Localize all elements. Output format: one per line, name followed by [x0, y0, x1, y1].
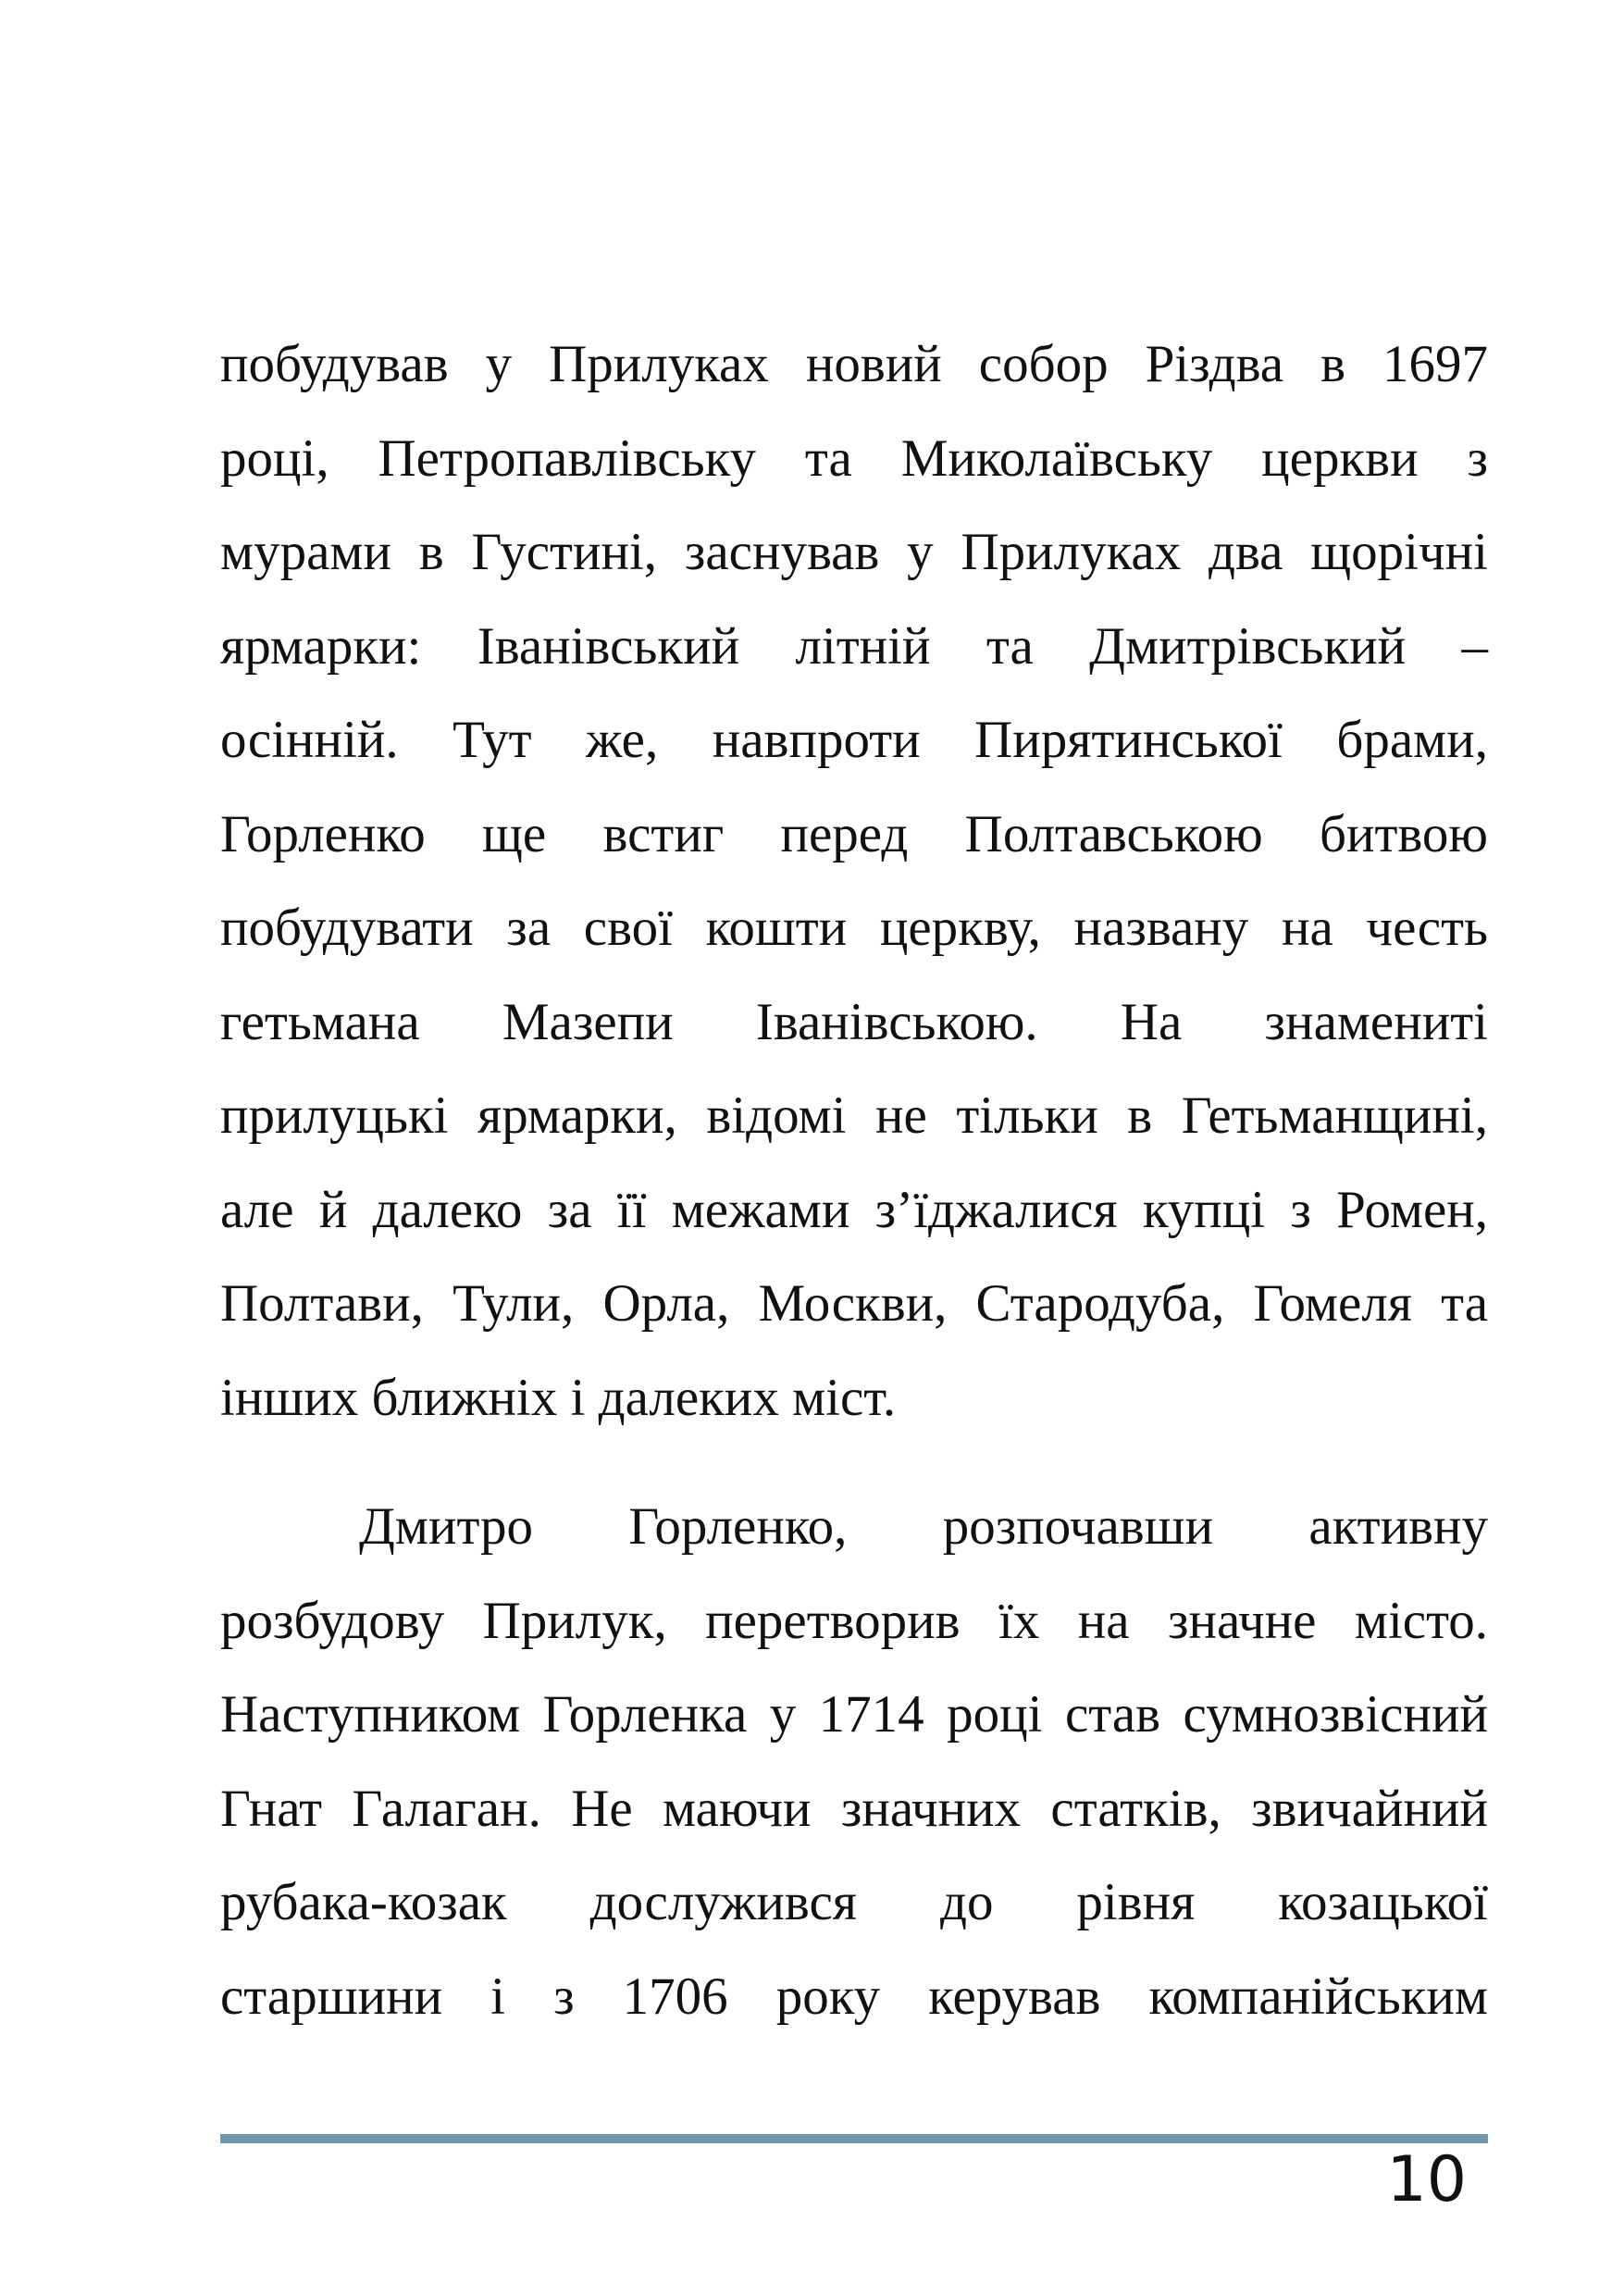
text-line: осінній. Тут же, навпроти Пирятинської брами,: [220, 711, 1488, 769]
text-line: побудувати за свої кошти церкву, названу на честь: [220, 899, 1488, 957]
text-line: ярмарки: Іванівський літній та Дмитрівський –: [220, 616, 1488, 676]
text-line: Горленко ще встиг перед Полтавською битвою: [220, 804, 1488, 863]
text-line: мурами в Густині, заснував у Прилуках два щорічні: [220, 523, 1488, 581]
footer-divider: [220, 2134, 1488, 2143]
text-line: побудував у Прилуках новий собор Різдва в 1697: [220, 335, 1488, 393]
text-line: Полтави, Тули, Орла, Москви, Стародуба, Гомеля та: [220, 1274, 1488, 1333]
text-line: році, Петропавлівську та Миколаївську церкви з: [220, 428, 1488, 488]
text-line: інших ближніх і далеких міст.: [220, 1368, 897, 1427]
page-number: 10: [1386, 2143, 1467, 2216]
text-line: але й далеко за її межами з’їджалися купці з Ромен,: [220, 1180, 1488, 1239]
paragraph-2: [220, 1480, 1488, 2043]
text-line: рубака-козак дослужився до рівня козацької: [220, 1873, 1488, 1931]
text-line: гетьмана Мазепи Іванівською. На знамениті: [220, 992, 1488, 1051]
text-line: Гнат Галаган. Не маючи значних статків, звичайний: [220, 1779, 1488, 1838]
text-line: Наступником Горленка у 1714 році став сумнозвісний: [220, 1685, 1488, 1744]
text-line: прилуцькі ярмарки, відомі не тільки в Гетьманщині,: [220, 1086, 1488, 1145]
text-line: Дмитро Горленко, розпочавши активну: [359, 1497, 1488, 1556]
paragraph-1: [220, 317, 1488, 1445]
text-line: розбудову Прилук, перетворив їх на значне місто.: [220, 1591, 1488, 1650]
text-line: старшини і з 1706 року керував компанійським: [220, 1967, 1488, 2026]
